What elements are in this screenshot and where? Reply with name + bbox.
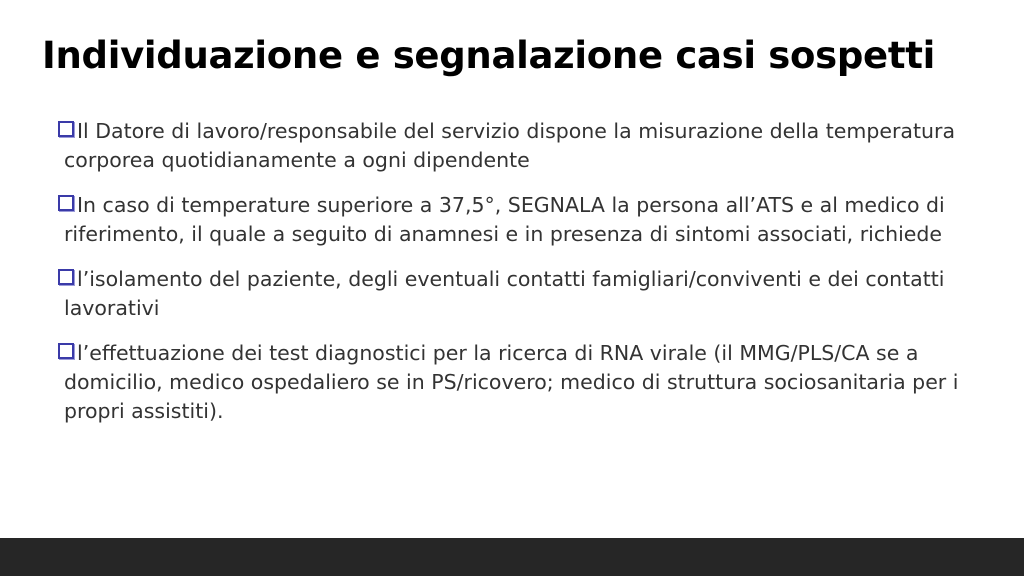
bullet-text: In caso di temperature superiore a 37,5°, SEGNALA la persona all’ATS e al medico di riferimento, il quale a seguito di anamnesi e in presenza di sintomi associati, richiede [64, 193, 945, 246]
hollow-square-bullet-icon [58, 269, 74, 285]
bullet-item [57, 339, 987, 426]
hollow-square-bullet-icon [58, 343, 74, 359]
slide-title: Individuazione e segnalazione casi sospetti [42, 34, 936, 77]
bullet-item [57, 265, 987, 323]
bullet-text: l’isolamento del paziente, degli eventuali contatti famigliari/conviventi e dei contatti lavorativi [64, 267, 945, 320]
bullet-text: l’effettuazione dei test diagnostici per la ricerca di RNA virale (il MMG/PLS/CA se a domicilio, medico ospedaliero se in PS/ricovero; medico di struttura sociosanitaria per i propri assistiti). [64, 341, 959, 423]
bullet-list [57, 117, 987, 442]
footer-bar [0, 538, 1024, 576]
bullet-item [57, 191, 987, 249]
bullet-item [57, 117, 987, 175]
hollow-square-bullet-icon [58, 195, 74, 211]
hollow-square-bullet-icon [58, 121, 74, 137]
bullet-text: Il Datore di lavoro/responsabile del servizio dispone la misurazione della temperatura corporea quotidianamente a ogni dipendente [64, 119, 956, 172]
